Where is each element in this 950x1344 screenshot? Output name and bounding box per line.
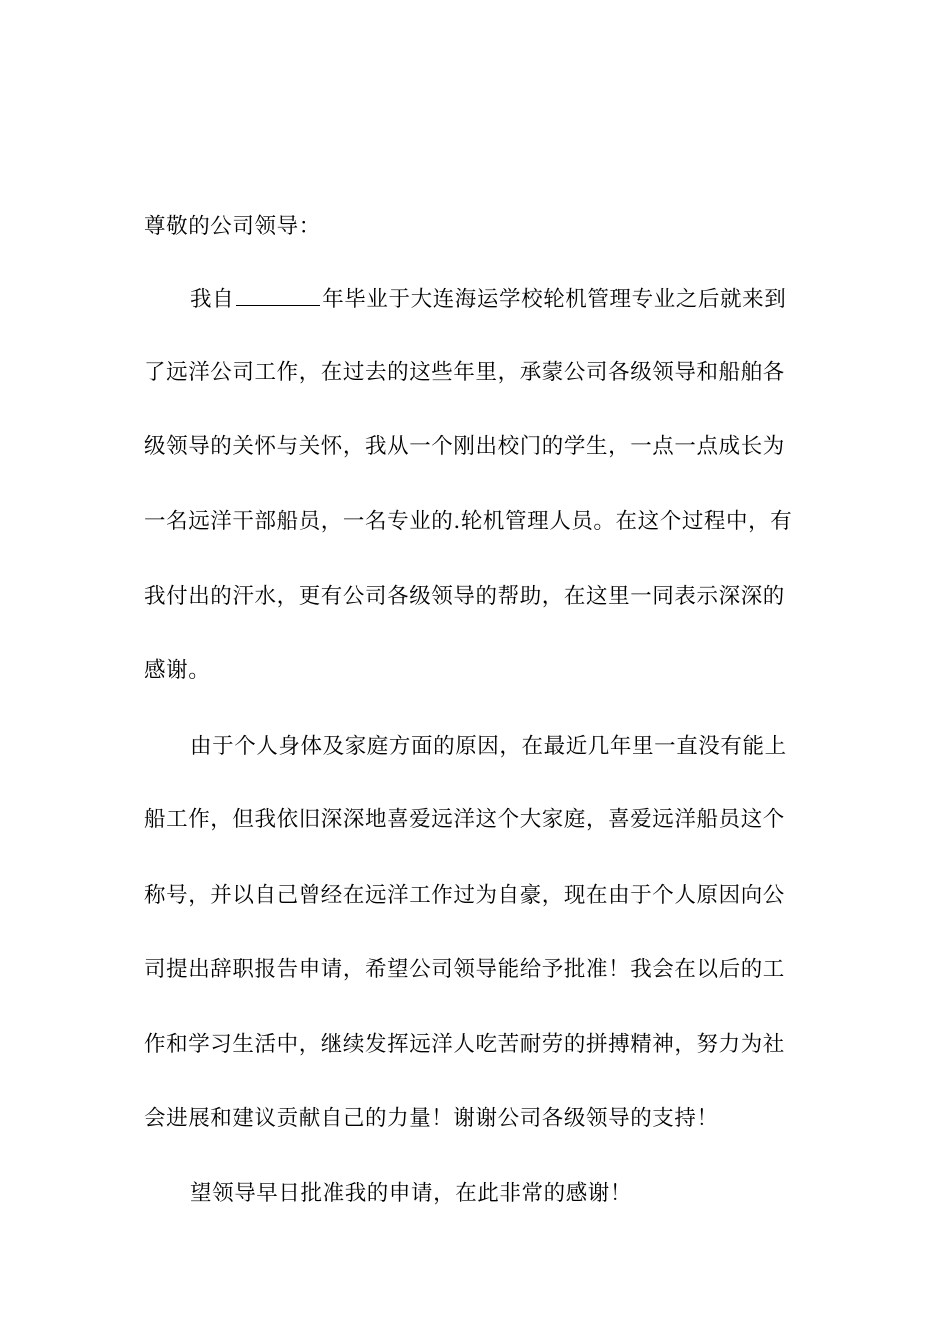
- paragraph-1-line-1-start: 我自: [190, 287, 235, 312]
- paragraph-1-line-4: 一名远洋干部船员，一名专业的.轮机管理人员。在这个过程中，有: [144, 509, 793, 534]
- paragraph-2-line-3: 称号，并以自己曾经在远洋工作过为自豪，现在由于个人原因向公: [144, 883, 785, 908]
- paragraph-1-line-3: 级领导的关怀与关怀，我从一个刚出校门的学生，一点一点成长为: [144, 434, 785, 459]
- paragraph-1-line-5: 我付出的汗水，更有公司各级领导的帮助，在这里一同表示深深的: [144, 584, 785, 609]
- paragraph-1-line-1: [190, 285, 870, 315]
- paragraph-1-line-2: 了远洋公司工作，在过去的这些年里，承蒙公司各级领导和船舶各: [144, 360, 785, 385]
- paragraph-2-line-6: 会进展和建议贡献自己的力量！谢谢公司各级领导的支持！: [144, 1106, 719, 1131]
- closing-line: 望领导早日批准我的申请，在此非常的感谢！: [190, 1181, 633, 1206]
- paragraph-2-line-2: 船工作，但我依旧深深地喜爱远洋这个大家庭，喜爱远洋船员这个: [144, 807, 785, 832]
- paragraph-2-line-1: 由于个人身体及家庭方面的原因，在最近几年里一直没有能上: [190, 734, 787, 759]
- paragraph-2-line-5: 作和学习生活中，继续发挥远洋人吃苦耐劳的拼搏精神，努力为社: [144, 1032, 785, 1057]
- paragraph-1-line-6: 感谢。: [144, 658, 211, 683]
- year-blank: [236, 287, 320, 306]
- salutation: 尊敬的公司领导：: [144, 214, 321, 239]
- paragraph-1-line-1-end: 年毕业于大连海运学校轮机管理专业之后就来到: [322, 287, 787, 312]
- paragraph-2-line-4: 司提出辞职报告申请，希望公司领导能给予批准！我会在以后的工: [144, 957, 785, 982]
